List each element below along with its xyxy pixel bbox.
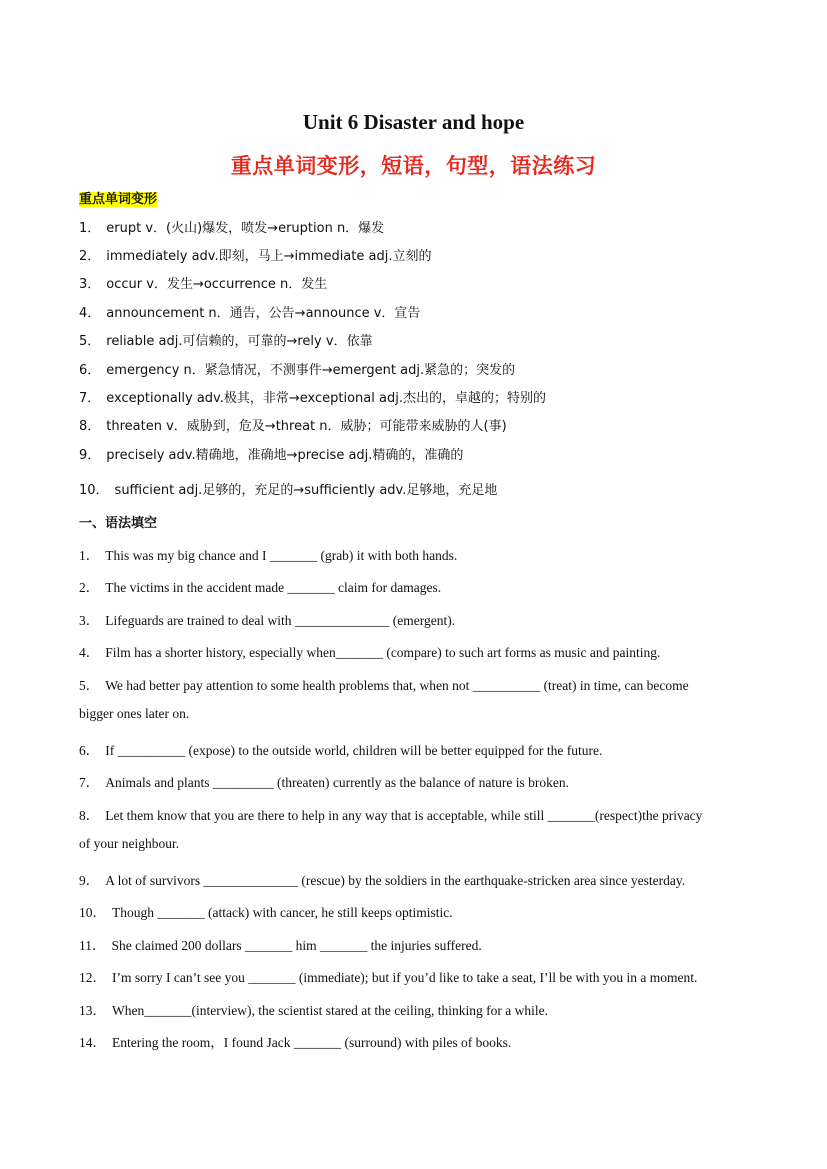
exercise-text: Entering the room，I found Jack _______ (surround) with piles of books. (112, 1035, 512, 1050)
item-number: 5． (79, 334, 101, 349)
exercise-item (79, 609, 455, 629)
exercise-text: When_______(interview), the scientist stared at the ceiling, thinking for a while. (112, 1003, 549, 1018)
exercise-text: A lot of survivors ______________ (rescue) by the soldiers in the earthquake-stricken area since yesterday. (105, 873, 686, 888)
vocab-text: sufficient adj.足够的，充足的→sufficiently adv.足够地，充足地 (114, 483, 498, 498)
item-number: 4． (79, 645, 100, 660)
exercise-text: We had better pay attention to some health problems that, when not __________ (treat) in time, can become (105, 678, 689, 693)
vocab-text: occur v．发生→occurrence n．发生 (106, 277, 328, 292)
exercise-item (79, 1031, 511, 1051)
vocab-text: emergency n．紧急情况，不测事件→emergent adj.紧急的；突发的 (106, 363, 516, 378)
page-subtitle: 重点单词变形，短语，句型，语法练习 (230, 154, 597, 178)
item-number: 8． (79, 419, 101, 434)
item-number: 5． (79, 678, 100, 693)
vocab-text: exceptionally adv.极其，非常→exceptional adj.杰出的，卓越的；特别的 (106, 391, 546, 406)
exercise-item (79, 771, 569, 791)
item-number: 9． (79, 448, 101, 463)
item-number: 7． (79, 391, 101, 406)
vocab-item (79, 359, 515, 378)
item-number: 8． (79, 808, 100, 823)
exercise-item (79, 901, 453, 921)
vocab-heading (79, 188, 157, 207)
exercise-text: Film has a shorter history, especially when_______ (compare) to such art forms as music and painting. (105, 645, 661, 660)
exercise-item (79, 966, 697, 986)
exercise-item (79, 739, 602, 759)
exercise-item (79, 674, 689, 694)
vocab-item (79, 479, 497, 498)
vocab-heading-text: 重点单词变形 (79, 192, 158, 207)
exercise-text: Let them know that you are there to help in any way that is acceptable, while still _______(respect)the privacy (105, 808, 703, 823)
exercise-item (79, 576, 441, 596)
exercise-item (79, 544, 457, 564)
item-number: 4． (79, 306, 101, 321)
item-number: 1． (79, 221, 101, 236)
vocab-text: threaten v．威胁到，危及→threat n．威胁；可能带来威胁的人(事) (106, 419, 507, 434)
exercise-text: I’m sorry I can’t see you _______ (immediate); but if you’d like to take a seat, I’ll be with you in a moment. (112, 970, 698, 985)
vocab-text: precisely adv.精确地，准确地→precise adj.精确的，准确的 (106, 448, 464, 463)
item-number: 2． (79, 580, 100, 595)
item-number: 9． (79, 873, 100, 888)
item-number: 3． (79, 613, 100, 628)
item-number: 14． (79, 1035, 106, 1050)
vocab-item (79, 273, 327, 292)
exercise-text: Lifeguards are trained to deal with ______________ (emergent). (105, 613, 456, 628)
vocab-item (79, 415, 507, 434)
item-number: 6． (79, 363, 101, 378)
exercise-item (79, 999, 548, 1019)
exercise-item (79, 869, 685, 889)
page-title: Unit 6 Disaster and hope (302, 110, 525, 134)
vocab-item (79, 217, 384, 236)
item-number: 10． (79, 905, 106, 920)
item-number: 1． (79, 548, 100, 563)
item-number: 11． (79, 938, 106, 953)
exercise-text: Animals and plants _________ (threaten) currently as the balance of nature is broken. (105, 775, 569, 790)
vocab-item (79, 387, 546, 406)
exercise-text: If __________ (expose) to the outside world, children will be better equipped for the future. (105, 743, 603, 758)
vocab-text: announcement n．通告，公告→announce v．宣告 (106, 306, 421, 321)
vocab-item (79, 245, 431, 264)
grammar-heading: 一、语法填空 (79, 516, 158, 531)
exercise-text: The victims in the accident made _______ claim for damages. (105, 580, 442, 595)
exercise-text: She claimed 200 dollars _______ him _______ the injuries suffered. (111, 938, 482, 953)
vocab-item (79, 444, 463, 463)
item-number: 3． (79, 277, 101, 292)
vocab-text: erupt v．(火山)爆发，喷发→eruption n．爆发 (106, 221, 385, 236)
vocab-item (79, 302, 420, 321)
exercise-continuation: of your neighbour. (79, 836, 180, 851)
vocab-text: reliable adj.可信赖的，可靠的→rely v．依靠 (106, 334, 373, 349)
exercise-item (79, 641, 660, 661)
item-number: 13． (79, 1003, 106, 1018)
vocab-text: immediately adv.即刻，马上→immediate adj.立刻的 (106, 249, 432, 264)
item-number: 7． (79, 775, 100, 790)
exercise-item (79, 934, 482, 954)
exercise-continuation: bigger ones later on. (79, 706, 190, 721)
item-number: 2． (79, 249, 101, 264)
item-number: 6． (79, 743, 100, 758)
exercise-item (79, 804, 702, 824)
exercise-text: Though _______ (attack) with cancer, he still keeps optimistic. (112, 905, 453, 920)
item-number: 12． (79, 970, 106, 985)
vocab-item (79, 330, 373, 349)
item-number: 10． (79, 483, 109, 498)
exercise-text: This was my big chance and I _______ (grab) it with both hands. (105, 548, 458, 563)
